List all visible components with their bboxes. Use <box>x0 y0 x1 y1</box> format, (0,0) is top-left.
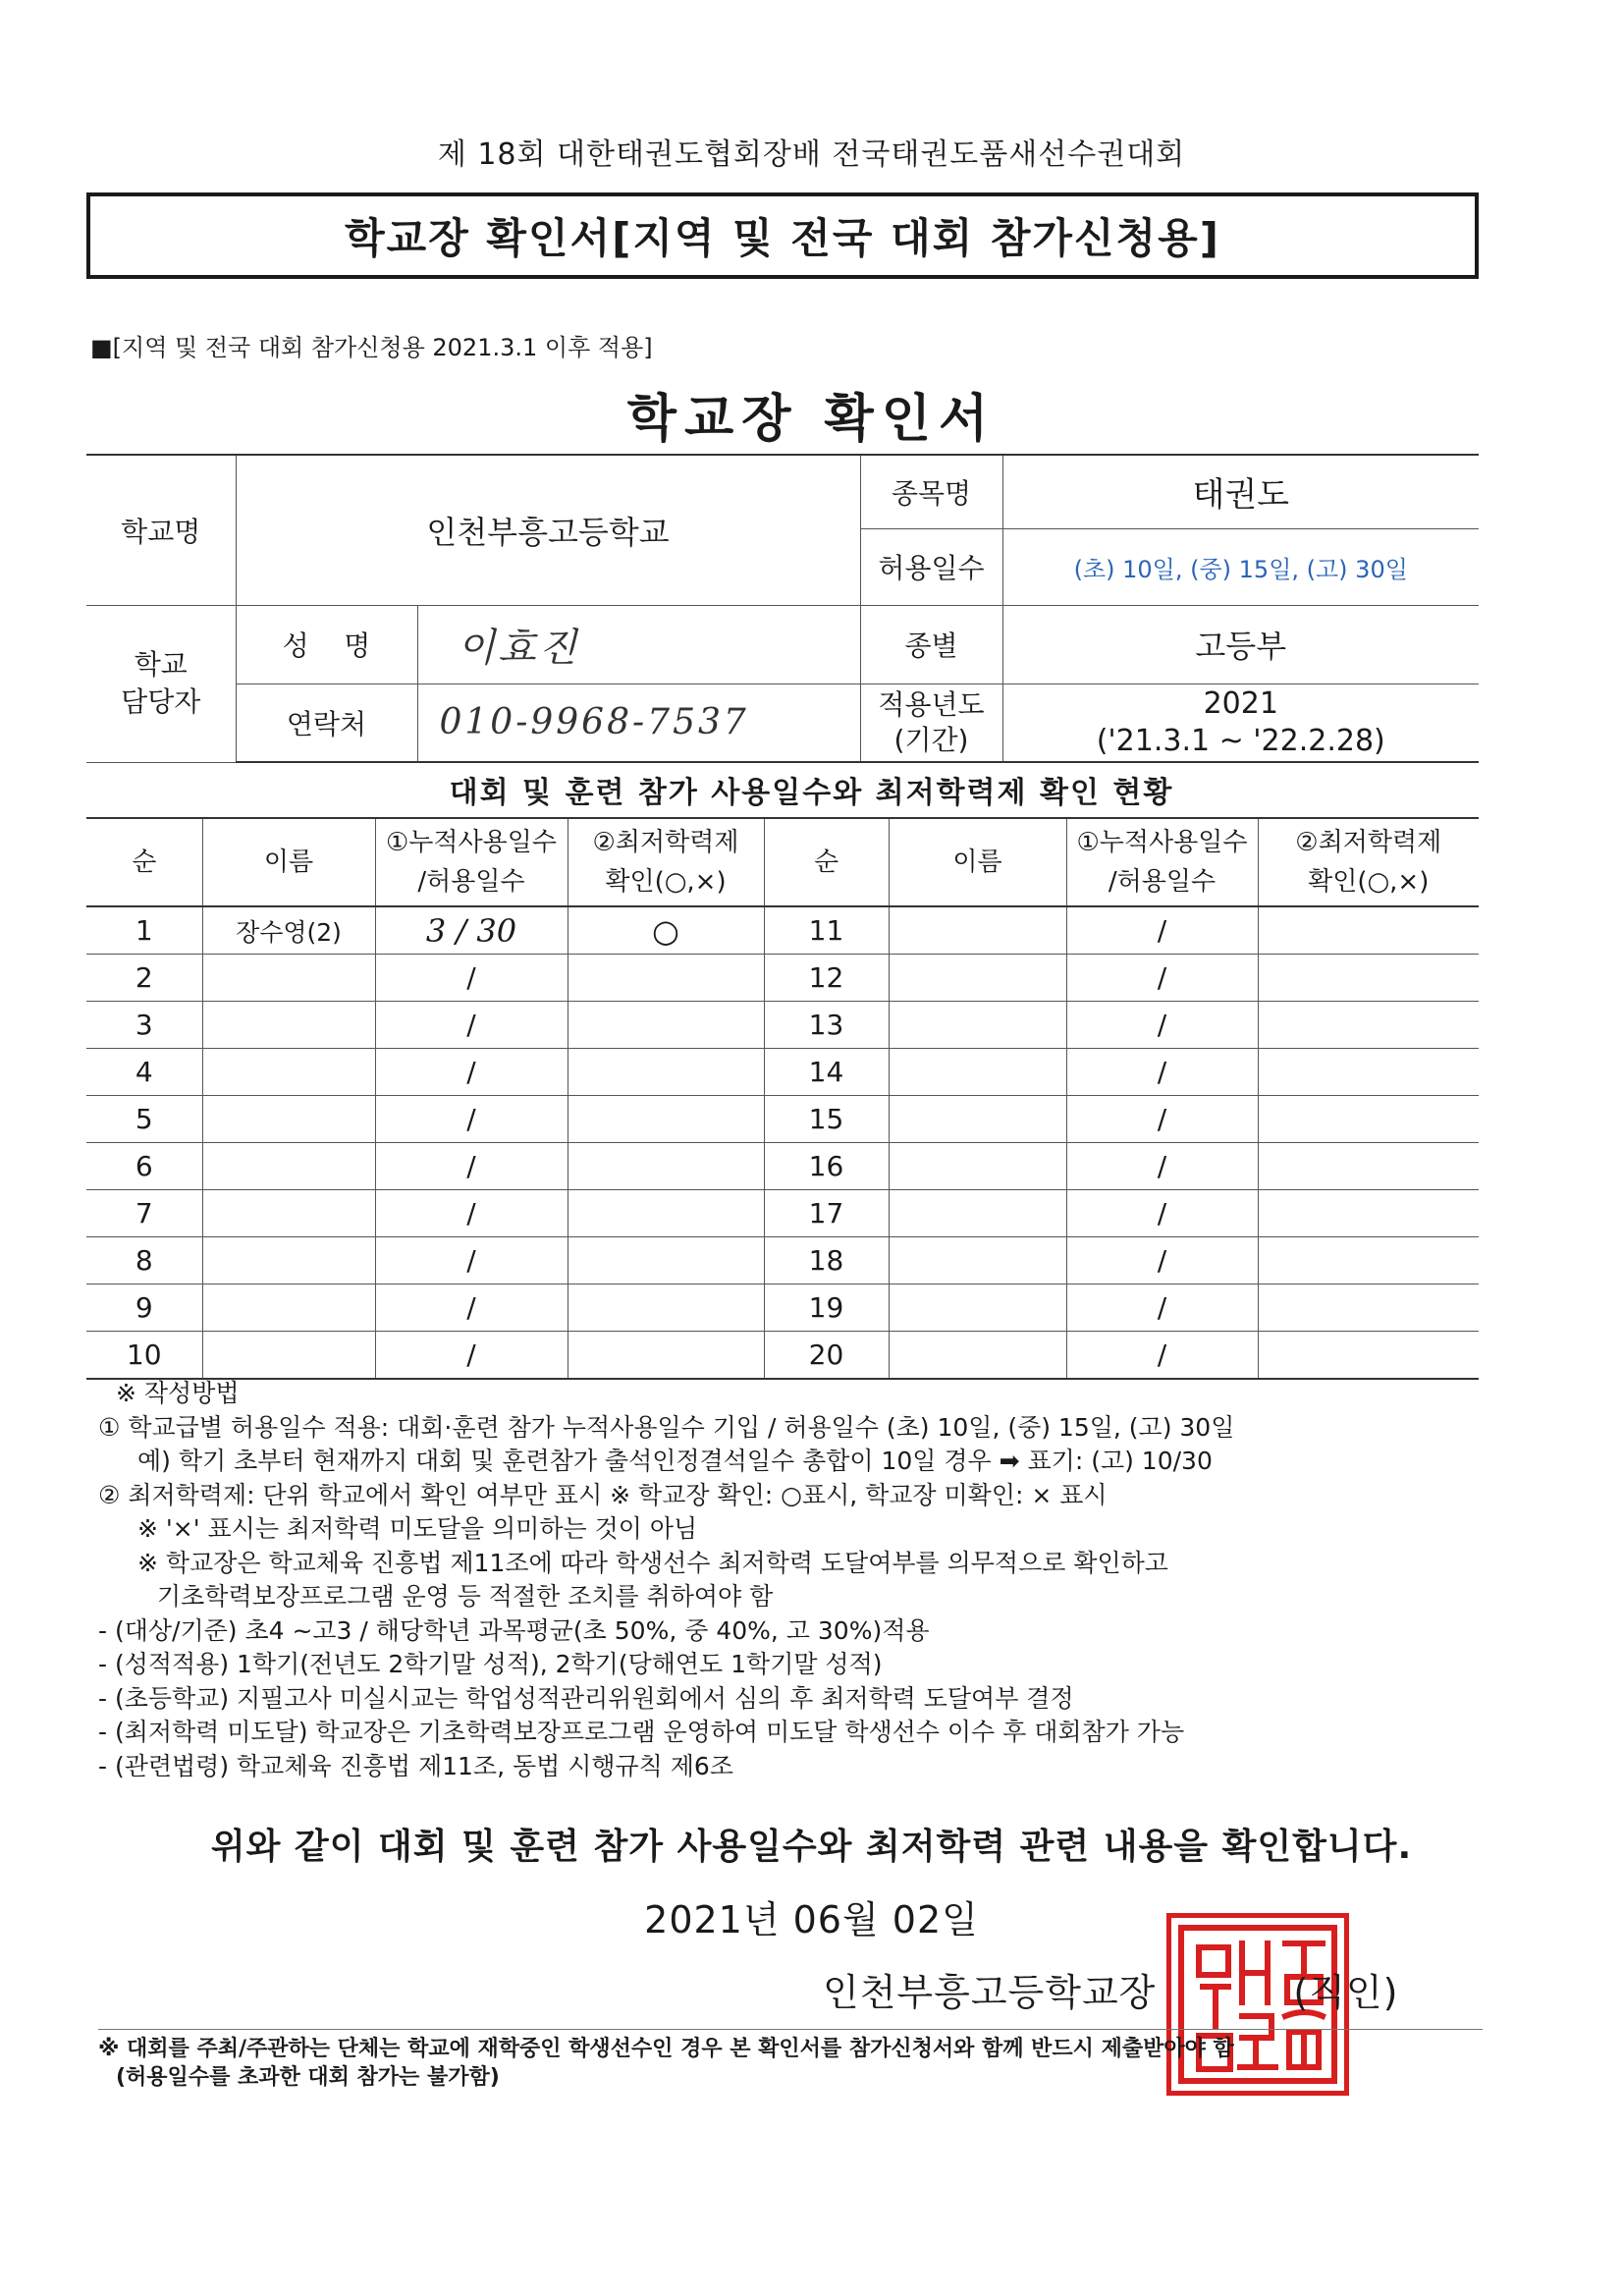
cell-days: / <box>1066 1190 1258 1237</box>
cell-no: 6 <box>86 1143 202 1190</box>
cell-check <box>1258 1096 1479 1143</box>
year-value-cell <box>1002 683 1479 762</box>
table-row <box>86 1237 1479 1285</box>
cell-check <box>1258 1049 1479 1096</box>
table-row <box>86 1332 1479 1380</box>
division-label: 종별 <box>860 605 1002 683</box>
cell-no: 19 <box>764 1285 889 1332</box>
cell-check <box>1258 1332 1479 1380</box>
header-check: ②최저학력제 확인(○,×) <box>1258 818 1479 906</box>
cell-days: / <box>1066 1237 1258 1285</box>
cell-check <box>568 1096 764 1143</box>
cell-check <box>1258 1285 1479 1332</box>
seal-suffix: (직인) <box>1293 1971 1399 2014</box>
year-label: 적용년도 (기간) <box>860 683 1002 762</box>
cell-name <box>202 1143 375 1190</box>
cell-check <box>568 1237 764 1285</box>
cell-no: 3 <box>86 1002 202 1049</box>
cell-check <box>1258 1237 1479 1285</box>
cell-name <box>889 1332 1066 1380</box>
principal-title: 인천부흥고등학교장 <box>823 1971 1157 2014</box>
cell-no: 17 <box>764 1190 889 1237</box>
cell-check <box>568 1285 764 1332</box>
cell-no: 8 <box>86 1237 202 1285</box>
cell-days: 3 / 30 <box>375 906 568 955</box>
instruction-line: - (초등학교) 지필고사 미실시교는 학업성적관리위원회에서 심의 후 최저학력 도달여부 결정 <box>98 1683 1074 1713</box>
instruction-line: 예) 학기 초부터 현재까지 대회 및 훈련참가 출석인정결석일수 총합이 10일 경우 ➡ 표기: (고) 10/30 <box>137 1447 1213 1475</box>
table-row <box>86 1096 1479 1143</box>
confirmation-statement: 위와 같이 대회 및 훈련 참가 사용일수와 최저학력 관련 내용을 확인합니다. <box>210 1827 1413 1867</box>
instruction-line: ② 최저학력제: 단위 학교에서 확인 여부만 표시 ※ 학교장 확인: ○표시, 학교장 미확인: × 표시 <box>98 1480 1108 1509</box>
cell-name <box>202 1190 375 1237</box>
issue-date: 2021년 06월 02일 <box>644 1898 979 1941</box>
sport-label: 종목명 <box>860 455 1002 528</box>
cell-days: / <box>1066 906 1258 955</box>
instruction-line: - (최저학력 미도달) 학교장은 기초학력보장프로그램 운영하여 미도달 학생선수 이수 후 대회참가 가능 <box>98 1718 1185 1746</box>
contact-value-handwritten: 010-9968-7537 <box>417 683 860 762</box>
cell-name <box>889 1190 1066 1237</box>
cell-days: / <box>375 1049 568 1096</box>
event-title: 제 18회 대한태권도협회장배 전국태권도품새선수권대회 <box>437 137 1186 172</box>
cell-name <box>889 1049 1066 1096</box>
cell-no: 20 <box>764 1332 889 1380</box>
cell-no: 13 <box>764 1002 889 1049</box>
cell-name <box>202 1096 375 1143</box>
table-row <box>86 1190 1479 1237</box>
application-note: ■[지역 및 전국 대회 참가신청용 2021.3.1 이후 적용] <box>90 334 653 361</box>
cell-name <box>202 1049 375 1096</box>
table-row <box>86 906 1479 955</box>
cell-check <box>568 1332 764 1380</box>
footer-divider <box>98 2029 1483 2030</box>
header-no: 순 <box>86 818 202 906</box>
header-days: ①누적사용일수 /허용일수 <box>1066 818 1258 906</box>
cell-no: 9 <box>86 1285 202 1332</box>
table-row <box>86 1143 1479 1190</box>
cell-check: ○ <box>568 906 764 955</box>
cell-no: 16 <box>764 1143 889 1190</box>
instruction-line: ① 학교급별 허용일수 적용: 대회·훈련 참가 누적사용일수 기입 / 허용일수 (초) 10일, (중) 15일, (고) 30일 <box>98 1412 1235 1442</box>
manager-label: 학교 담당자 <box>86 605 236 762</box>
participant-rows <box>86 906 1479 1379</box>
cell-check <box>568 1143 764 1190</box>
cell-no: 2 <box>86 955 202 1002</box>
allowed-days-value: (초) 10일, (중) 15일, (고) 30일 <box>1002 528 1479 605</box>
instructions-heading: ※ 작성방법 <box>116 1379 240 1407</box>
table-row <box>86 955 1479 1002</box>
footnote-line: (허용일수를 초과한 대회 참가는 불가함) <box>116 2065 500 2090</box>
allowed-days-label: 허용일수 <box>860 528 1002 605</box>
cell-name <box>202 1002 375 1049</box>
table-row <box>86 1049 1479 1096</box>
cell-check <box>1258 1002 1479 1049</box>
document-title-box: 학교장 확인서[지역 및 전국 대회 참가신청용] <box>86 192 1479 279</box>
cell-name: 장수영(2) <box>202 906 375 955</box>
instruction-line: ※ 학교장은 학교체육 진흥법 제11조에 따라 학생선수 최저학력 도달여부를 의무적으로 확인하고 <box>137 1548 1168 1577</box>
header-name: 이름 <box>202 818 375 906</box>
instruction-line: - (관련법령) 학교체육 진흥법 제11조, 동법 시행규칙 제6조 <box>98 1751 733 1780</box>
cell-no: 18 <box>764 1237 889 1285</box>
cell-name <box>202 955 375 1002</box>
cell-days: / <box>1066 1096 1258 1143</box>
year-period: ('21.3.1 ~ '22.2.28) <box>1096 723 1385 758</box>
cell-days: / <box>375 1096 568 1143</box>
participant-table <box>86 817 1479 1380</box>
cell-name <box>202 1332 375 1380</box>
header-check: ②최저학력제 확인(○,×) <box>568 818 764 906</box>
manager-name-handwritten: 이효진 <box>417 605 860 683</box>
cell-no: 10 <box>86 1332 202 1380</box>
writing-instructions <box>98 1377 1492 1783</box>
cell-days: / <box>1066 1332 1258 1380</box>
cell-days: / <box>1066 955 1258 1002</box>
status-section-title: 대회 및 훈련 참가 사용일수와 최저학력제 확인 현황 <box>449 776 1174 810</box>
cell-no: 4 <box>86 1049 202 1096</box>
cell-name <box>889 1143 1066 1190</box>
table-row <box>86 1285 1479 1332</box>
table-row <box>86 1002 1479 1049</box>
header-no: 순 <box>764 818 889 906</box>
cell-no: 7 <box>86 1190 202 1237</box>
cell-name <box>889 906 1066 955</box>
instruction-line: 기초학력보장프로그램 운영 등 적절한 조치를 취하여야 함 <box>157 1582 774 1611</box>
contact-label: 연락처 <box>236 683 417 762</box>
cell-check <box>1258 1143 1479 1190</box>
cell-days: / <box>1066 1002 1258 1049</box>
cell-check <box>568 1049 764 1096</box>
year-value: 2021 <box>1203 685 1278 721</box>
cell-check <box>1258 906 1479 955</box>
signer-line <box>823 1962 1398 2016</box>
division-value: 고등부 <box>1002 605 1479 683</box>
cell-name <box>889 1002 1066 1049</box>
school-name-label: 학교명 <box>86 455 236 605</box>
header-days: ①누적사용일수 /허용일수 <box>375 818 568 906</box>
cell-days: / <box>1066 1143 1258 1190</box>
cell-days: / <box>1066 1049 1258 1096</box>
cell-name <box>889 1237 1066 1285</box>
cell-name <box>889 1285 1066 1332</box>
cell-days: / <box>1066 1285 1258 1332</box>
cell-days: / <box>375 1002 568 1049</box>
cell-check <box>1258 1190 1479 1237</box>
cell-check <box>568 1002 764 1049</box>
header-name: 이름 <box>889 818 1066 906</box>
cell-no: 15 <box>764 1096 889 1143</box>
cell-no: 14 <box>764 1049 889 1096</box>
instruction-line: ※ '×' 표시는 최저학력 미도달을 의미하는 것이 아님 <box>137 1514 698 1543</box>
cell-name <box>889 1096 1066 1143</box>
footnote-line: ※ 대회를 주최/주관하는 단체는 학교에 재학중인 학생선수인 경우 본 확인서를 참가신청서와 함께 반드시 제출받아야 함 <box>98 2037 1234 2061</box>
cell-days: / <box>375 1285 568 1332</box>
instruction-line: - (대상/기준) 초4 ~고3 / 해당학년 과목평균(초 50%, 중 40%, 고 30%)적용 <box>98 1615 930 1645</box>
cell-no: 12 <box>764 955 889 1002</box>
cell-days: / <box>375 1143 568 1190</box>
cell-name <box>202 1285 375 1332</box>
cell-no: 11 <box>764 906 889 955</box>
cell-no: 5 <box>86 1096 202 1143</box>
cell-name <box>889 955 1066 1002</box>
footnote <box>98 2035 1234 2092</box>
cell-name <box>202 1237 375 1285</box>
cell-check <box>568 1190 764 1237</box>
cell-days: / <box>375 1237 568 1285</box>
cell-days: / <box>375 1190 568 1237</box>
instruction-line: - (성적적용) 1학기(전년도 2학기말 성적), 2학기(당해연도 1학기말 성적) <box>98 1650 883 1678</box>
name-label: 성 명 <box>236 605 417 683</box>
school-name-value: 인천부흥고등학교 <box>236 455 860 605</box>
cell-check <box>1258 955 1479 1002</box>
sport-value: 태권도 <box>1002 455 1479 528</box>
cell-no: 1 <box>86 906 202 955</box>
cell-days: / <box>375 1332 568 1380</box>
cell-days: / <box>375 955 568 1002</box>
main-title: 학교장 확인서 <box>626 390 997 449</box>
school-info-table <box>86 454 1479 763</box>
cell-check <box>568 955 764 1002</box>
